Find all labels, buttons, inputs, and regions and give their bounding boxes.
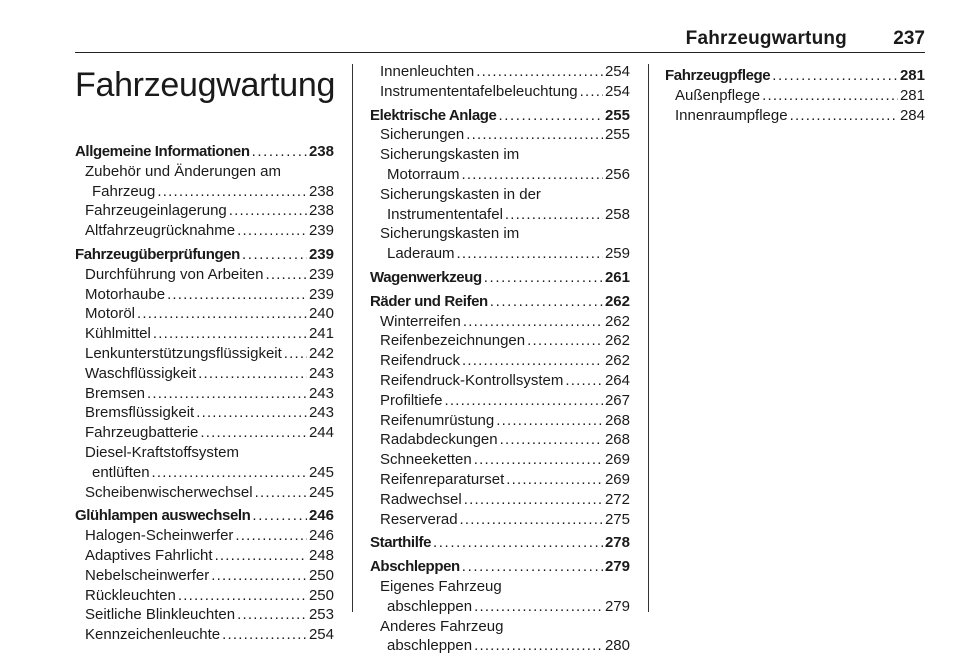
toc-entry[interactable] <box>75 483 334 503</box>
toc-entry[interactable] <box>75 182 334 202</box>
toc-entry[interactable] <box>370 636 630 656</box>
toc-entry-label: Motoröl <box>85 305 136 323</box>
dot-leader <box>457 244 603 264</box>
page-number: 237 <box>893 28 925 49</box>
toc-entry-label: Bremsen <box>85 384 146 402</box>
toc-entry-label: Rückleuchten <box>85 586 176 604</box>
toc-entry[interactable] <box>370 62 630 82</box>
dot-leader <box>474 597 603 617</box>
dot-leader <box>476 62 603 82</box>
toc-entry[interactable] <box>75 463 334 483</box>
toc-entry-label: abschleppen <box>387 597 473 615</box>
toc-entry-page: 261 <box>604 268 630 286</box>
dot-leader <box>580 82 603 102</box>
toc-entry-page: 246 <box>308 527 334 545</box>
toc-entry-label: Reifenumrüstung <box>380 411 495 429</box>
toc-entry-page: 245 <box>308 463 334 481</box>
toc-entry-page: 275 <box>604 510 630 528</box>
dot-leader <box>252 142 307 162</box>
toc-entry-label: Allgemeine Informationen <box>75 143 250 160</box>
toc-entry-label: Laderaum <box>387 245 455 263</box>
toc-entry-page: 246 <box>308 507 334 525</box>
toc-entry-page: 272 <box>604 490 630 508</box>
dot-leader <box>527 331 603 351</box>
toc-entry-page: 243 <box>308 364 334 382</box>
toc-entry-page: 250 <box>308 586 334 604</box>
toc-entry[interactable] <box>75 566 334 586</box>
toc-entry-line[interactable]: Diesel-Kraftstoffsystem <box>85 443 239 461</box>
toc-entry[interactable] <box>370 411 630 431</box>
page-header <box>75 26 925 53</box>
toc-entry-page: 254 <box>604 82 630 100</box>
dot-leader <box>215 546 307 566</box>
toc-entry[interactable] <box>75 201 334 221</box>
toc-column-3 <box>665 62 925 618</box>
toc-entry[interactable] <box>75 344 334 364</box>
toc-entry-label: Wagenwerkzeug <box>370 268 482 286</box>
toc-entry-label: Altfahrzeugrücknahme <box>85 222 236 240</box>
toc-entry-label: Motorraum <box>387 165 460 183</box>
dot-leader <box>137 304 307 324</box>
toc-section-entry[interactable] <box>370 533 630 553</box>
toc-entry-page: 239 <box>308 285 334 303</box>
toc-entry-page: 250 <box>308 566 334 584</box>
dot-leader <box>790 106 898 126</box>
toc-entry[interactable] <box>370 430 630 450</box>
dot-leader <box>474 636 603 656</box>
toc-entry[interactable] <box>75 285 334 305</box>
toc-entry[interactable] <box>370 510 630 530</box>
toc-entry-label: Radabdeckungen <box>380 431 498 449</box>
toc-entry[interactable] <box>75 403 334 423</box>
toc-entry-line[interactable]: Sicherungskasten in der <box>380 185 541 203</box>
toc-section-entry[interactable] <box>370 106 630 126</box>
toc-entry[interactable] <box>75 364 334 384</box>
dot-leader <box>506 470 603 490</box>
toc-entry[interactable] <box>75 265 334 285</box>
toc-entry[interactable] <box>665 86 925 106</box>
toc-entry-label: Reifenreparaturset <box>380 470 505 488</box>
toc-entry-page: 238 <box>308 143 334 160</box>
toc-entry[interactable] <box>75 304 334 324</box>
toc-entry-page: 244 <box>308 424 334 442</box>
toc-entry-label: Reifendruck-Kontrollsystem <box>380 371 564 389</box>
toc-entry-page: 254 <box>604 63 630 80</box>
toc-list <box>75 142 334 645</box>
dot-leader <box>229 201 307 221</box>
toc-entry-page: 255 <box>604 126 630 144</box>
dot-leader <box>474 450 603 470</box>
toc-column-2 <box>370 62 630 655</box>
toc-entry[interactable] <box>75 423 334 443</box>
toc-section-entry[interactable] <box>370 557 630 577</box>
toc-entry-label: Kühlmittel <box>85 325 151 343</box>
toc-entry[interactable] <box>370 490 630 510</box>
dot-leader <box>466 125 603 145</box>
toc-section-entry[interactable] <box>665 66 925 86</box>
dot-leader <box>500 430 603 450</box>
toc-entry[interactable] <box>370 351 630 371</box>
dot-leader <box>242 245 307 265</box>
toc-entry-label: Fahrzeugpflege <box>665 67 771 84</box>
toc-entry-label: Schneeketten <box>380 451 472 469</box>
dot-leader <box>211 566 307 586</box>
running-title: Fahrzeugwartung <box>685 28 847 49</box>
toc-entry[interactable] <box>75 546 334 566</box>
toc-entry[interactable] <box>370 450 630 470</box>
toc-entry-label: Abschleppen <box>370 558 460 576</box>
toc-entry[interactable] <box>370 597 630 617</box>
toc-entry-label: Räder und Reifen <box>370 292 488 310</box>
toc-section-entry[interactable] <box>370 268 630 288</box>
toc-entry-page: 281 <box>899 67 925 84</box>
toc-entry-label: Motorhaube <box>85 285 166 303</box>
dot-leader <box>237 221 307 241</box>
toc-entry-label: Reifendruck <box>380 352 461 370</box>
toc-entry[interactable] <box>370 82 630 102</box>
toc-entry-label: Waschflüssigkeit <box>85 364 197 382</box>
toc-entry-label: Reserverad <box>380 510 458 528</box>
toc-section-entry[interactable] <box>75 245 334 265</box>
toc-entry-page: 262 <box>604 292 630 310</box>
toc-entry-label: Innenraumpflege <box>675 106 788 124</box>
toc-entry-page: 239 <box>308 265 334 283</box>
toc-entry-label: Scheibenwischerwechsel <box>85 483 253 501</box>
toc-entry-page: 281 <box>899 86 925 104</box>
toc-entry-label: Winterreifen <box>380 312 461 330</box>
dot-leader <box>152 463 307 483</box>
dot-leader <box>200 423 307 443</box>
toc-entry-page: 241 <box>308 325 334 343</box>
toc-entry-label: Adaptives Fahrlicht <box>85 546 213 564</box>
toc-entry-label: Lenkunterstützungsflüssigkeit <box>85 344 282 362</box>
dot-leader <box>157 182 307 202</box>
toc-section-entry[interactable] <box>370 292 630 312</box>
toc-entry-label: Instrumententafelbeleuchtung <box>380 82 578 100</box>
toc-entry-label: Fahrzeug <box>92 182 156 200</box>
toc-entry-page: 264 <box>604 371 630 389</box>
toc-entry-page: 240 <box>308 305 334 323</box>
toc-entry-page: 258 <box>604 205 630 223</box>
toc-entry-label: Glühlampen auswechseln <box>75 507 251 525</box>
toc-entry-page: 245 <box>308 483 334 501</box>
dot-leader <box>198 364 307 384</box>
column-divider <box>352 64 353 612</box>
dot-leader <box>490 292 603 312</box>
toc-entry-page: 255 <box>604 106 630 124</box>
toc-entry-page: 254 <box>308 626 334 644</box>
dot-leader <box>496 411 603 431</box>
toc-entry-label: Fahrzeugbatterie <box>85 424 199 442</box>
dot-leader <box>462 165 603 185</box>
toc-entry-page: 238 <box>308 182 334 200</box>
toc-entry-page: 243 <box>308 384 334 402</box>
toc-entry-page: 253 <box>308 606 334 624</box>
dot-leader <box>464 490 603 510</box>
toc-entry[interactable] <box>665 106 925 126</box>
toc-entry-label: Fahrzeugeinlagerung <box>85 202 227 220</box>
toc-entry[interactable] <box>75 526 334 546</box>
dot-leader <box>463 312 603 332</box>
toc-entry-line[interactable]: Eigenes Fahrzeug <box>380 577 502 595</box>
toc-entry[interactable] <box>75 324 334 344</box>
chapter-title: Fahrzeugwartung <box>75 66 336 104</box>
toc-entry-page: 267 <box>604 391 630 409</box>
toc-entry[interactable] <box>370 312 630 332</box>
toc-entry-page: 278 <box>604 534 630 552</box>
toc-entry-page: 239 <box>308 245 334 263</box>
toc-entry[interactable] <box>370 391 630 411</box>
dot-leader <box>235 526 307 546</box>
toc-entry-label: Halogen-Scheinwerfer <box>85 527 234 545</box>
toc-entry-page: 262 <box>604 352 630 370</box>
toc-entry[interactable] <box>75 586 334 606</box>
toc-entry-label: Außenpflege <box>675 86 761 104</box>
toc-entry-line[interactable]: Anderes Fahrzeug <box>380 617 504 635</box>
toc-entry-label: Nebelscheinwerfer <box>85 566 210 584</box>
toc-entry-label: abschleppen <box>387 637 473 655</box>
toc-entry-page: 279 <box>604 597 630 615</box>
dot-leader <box>153 324 307 344</box>
dot-leader <box>462 557 603 577</box>
toc-entry-label: entlüften <box>92 463 150 481</box>
toc-entry-label: Radwechsel <box>380 490 462 508</box>
toc-section-entry[interactable] <box>75 142 334 162</box>
toc-entry-line[interactable]: Sicherungskasten im <box>380 146 520 164</box>
toc-entry-page: 256 <box>604 165 630 183</box>
toc-entry-line[interactable]: Zubehör und Änderungen am <box>85 162 281 180</box>
dot-leader <box>460 510 603 530</box>
toc-entry-line[interactable]: Sicherungskasten im <box>380 225 520 243</box>
toc-entry[interactable] <box>370 165 630 185</box>
toc-entry-label: Innenleuchten <box>380 63 475 80</box>
dot-leader <box>462 351 603 371</box>
toc-entry[interactable] <box>370 470 630 490</box>
dot-leader <box>178 586 307 606</box>
dot-leader <box>255 483 307 503</box>
toc-entry-label: Fahrzeugüberprüfungen <box>75 245 240 263</box>
toc-entry-page: 259 <box>604 245 630 263</box>
toc-entry[interactable] <box>75 384 334 404</box>
toc-entry-label: Bremsflüssigkeit <box>85 404 195 422</box>
toc-entry-label: Reifenbezeichnungen <box>380 332 526 350</box>
toc-entry-page: 279 <box>604 558 630 576</box>
dot-leader <box>196 403 307 423</box>
dot-leader <box>445 391 603 411</box>
toc-entry[interactable] <box>75 605 334 625</box>
toc-entry-page: 268 <box>604 431 630 449</box>
toc-entry-page: 262 <box>604 312 630 330</box>
toc-entry[interactable] <box>370 371 630 391</box>
dot-leader <box>565 371 603 391</box>
toc-entry-page: 248 <box>308 546 334 564</box>
dot-leader <box>167 285 307 305</box>
toc-entry-page: 262 <box>604 332 630 350</box>
toc-entry-label: Elektrische Anlage <box>370 106 497 124</box>
toc-entry-page: 269 <box>604 470 630 488</box>
toc-entry-label: Profiltiefe <box>380 391 443 409</box>
dot-leader <box>433 533 603 553</box>
dot-leader <box>505 205 603 225</box>
dot-leader <box>762 86 898 106</box>
toc-entry-page: 239 <box>308 222 334 240</box>
toc-entry[interactable] <box>370 331 630 351</box>
toc-entry-page: 243 <box>308 404 334 422</box>
toc-entry-label: Sicherungen <box>380 126 465 144</box>
toc-list <box>370 62 630 656</box>
dot-leader <box>252 506 307 526</box>
toc-entry[interactable] <box>75 221 334 241</box>
toc-entry[interactable] <box>370 205 630 225</box>
column-divider <box>648 64 649 612</box>
toc-section-entry[interactable] <box>75 506 334 526</box>
toc-entry-label: Starthilfe <box>370 534 432 552</box>
dot-leader <box>498 106 603 126</box>
dot-leader <box>484 268 603 288</box>
toc-entry-page: 268 <box>604 411 630 429</box>
dot-leader <box>237 605 307 625</box>
toc-entry-label: Seitliche Blinkleuchten <box>85 606 236 624</box>
toc-entry-page: 284 <box>899 106 925 124</box>
toc-entry-page: 238 <box>308 202 334 220</box>
dot-leader <box>147 384 307 404</box>
toc-entry-label: Kennzeichenleuchte <box>85 626 221 644</box>
toc-entry-page: 242 <box>308 344 334 362</box>
toc-entry-page: 280 <box>604 637 630 655</box>
toc-entry[interactable] <box>370 244 630 264</box>
dot-leader <box>265 265 307 285</box>
toc-entry[interactable] <box>370 125 630 145</box>
dot-leader <box>284 344 307 364</box>
dot-leader <box>772 66 898 86</box>
toc-entry-label: Instrumententafel <box>387 205 503 223</box>
toc-column-1 <box>75 62 336 644</box>
toc-entry-label: Durchführung von Arbeiten <box>85 265 264 283</box>
toc-list <box>665 66 925 125</box>
toc-entry-page: 269 <box>604 451 630 469</box>
